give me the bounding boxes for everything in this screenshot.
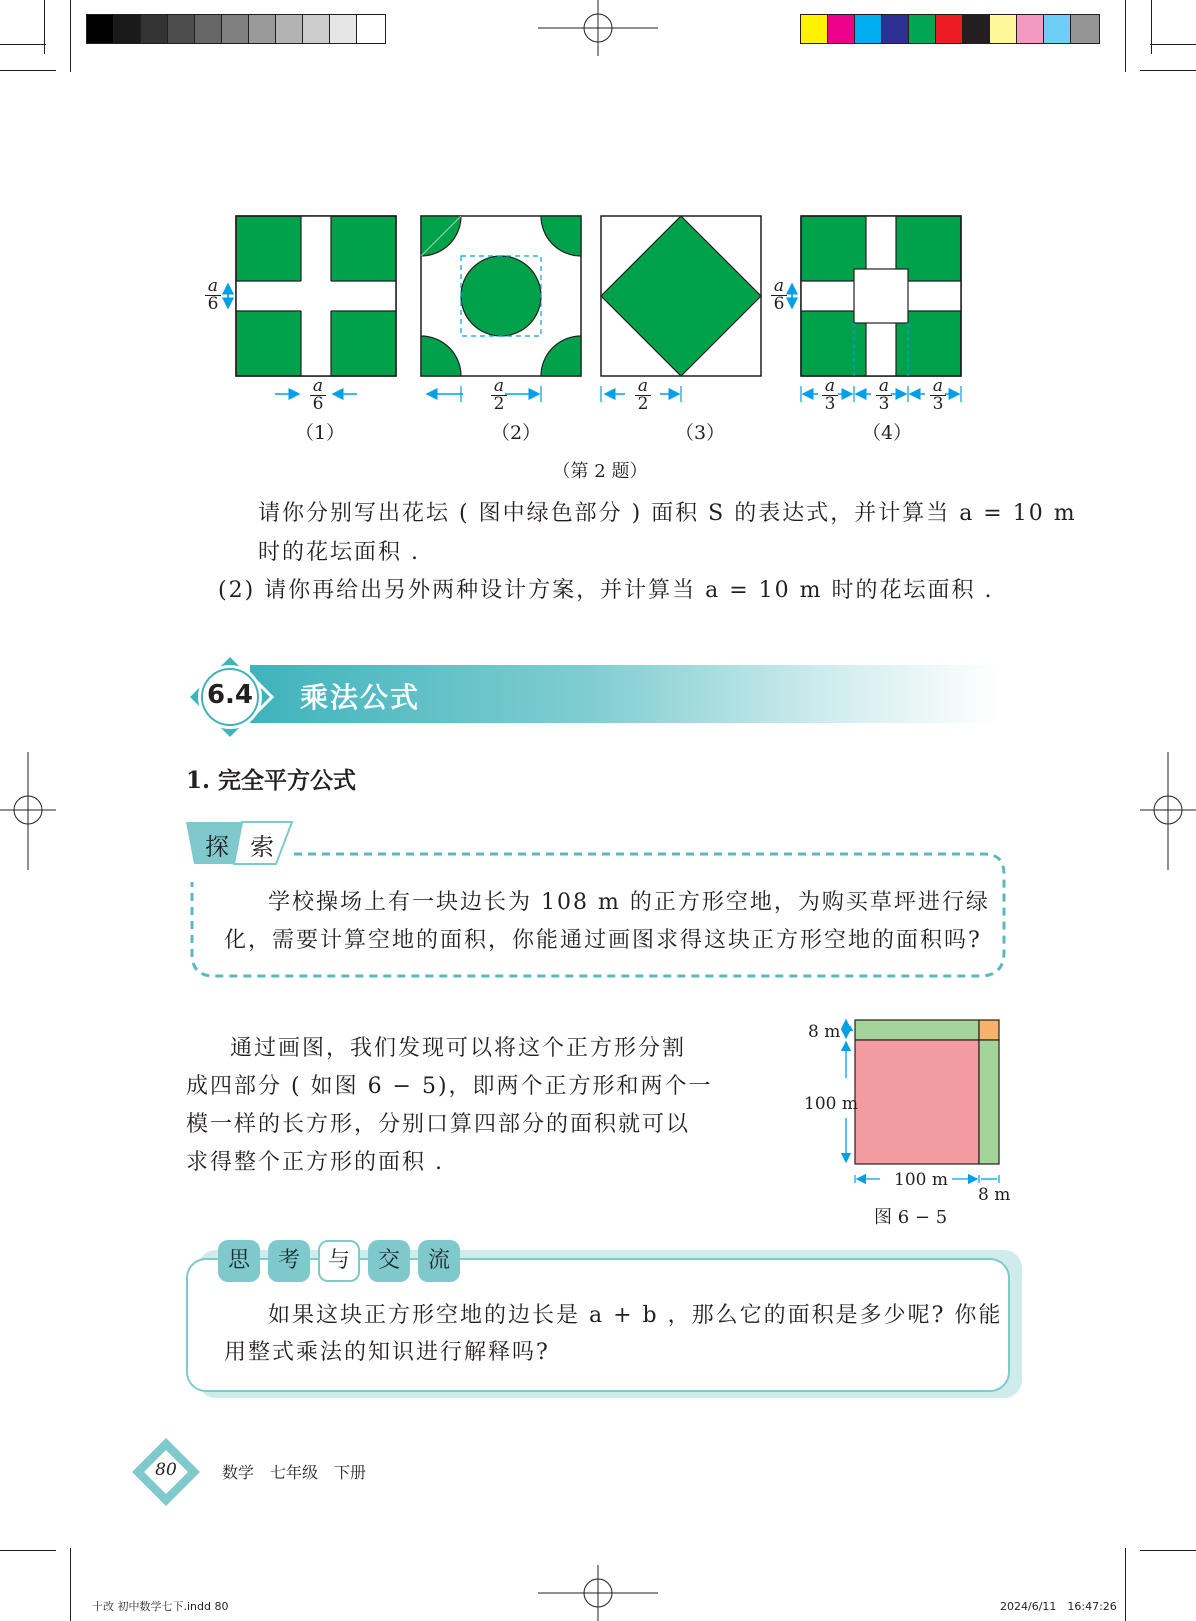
think-tab-1: 思 (218, 1240, 260, 1282)
figures-caption: （第 2 题） (552, 461, 648, 482)
figure-2-circles (421, 216, 581, 402)
gray-bar-swatch (140, 14, 170, 44)
print-file-name: 十改 初中数学七下.indd 80 (92, 1600, 229, 1613)
think-tab-5: 流 (418, 1240, 460, 1282)
cmyk-bar-swatch (962, 14, 992, 44)
cmyk-bar-swatch (1016, 14, 1046, 44)
explore-tab-label-1: 探 (205, 833, 229, 861)
denominator: 3 (876, 395, 892, 413)
think-line-1: 如果这块正方形空地的边长是 a + b ，那么它的面积是多少呢? 你能 (268, 1303, 1003, 1328)
fig65-caption: 图 6 − 5 (874, 1207, 948, 1228)
fig65-label-8m-top: 8 m (808, 1022, 841, 1042)
numerator: a (824, 376, 836, 396)
fig65-label-100m-side: 100 m (804, 1094, 858, 1114)
numerator: a (312, 376, 324, 396)
body-line-1: 通过画图，我们发现可以将这个正方形分割 (230, 1036, 687, 1061)
fraction-a-over-6-fig4-side (771, 278, 787, 313)
denominator: 6 (205, 295, 221, 313)
cmyk-bar-swatch (935, 14, 965, 44)
registration-mark-left (0, 752, 56, 870)
fraction-a-over-6-fig1-side (205, 278, 221, 313)
gray-bar-swatch (194, 14, 224, 44)
subsection-title: 1. 完全平方公式 (186, 767, 357, 794)
denominator: 6 (310, 395, 326, 413)
body-line-2: 成四部分 ( 如图 6 − 5)，即两个正方形和两个一 (186, 1074, 713, 1099)
gray-bar-swatch (329, 14, 359, 44)
numerator: a (207, 276, 219, 296)
body-line-3: 模一样的长方形，分别口算四部分的面积就可以 (186, 1112, 691, 1137)
section-title: 乘法公式 (300, 681, 421, 714)
gray-bar-swatch (356, 14, 386, 44)
explore-line-1: 学校操场上有一块边长为 108 m 的正方形空地，为购买草坪进行绿 (268, 890, 990, 915)
registration-mark-bottom (538, 1565, 658, 1621)
think-tab-4: 交 (368, 1240, 410, 1282)
problem-line-3: (2) 请你再给出另外两种设计方案，并计算当 a = 10 m 时的花坛面积 . (218, 578, 994, 603)
fraction-a-over-2-fig2 (491, 378, 507, 413)
fig65-label-100m-bottom: 100 m (894, 1170, 948, 1190)
problem-line-1: 请你分别写出花坛 ( 图中绿色部分 ) 面积 S 的表达式，并计算当 a = 10 m (258, 501, 1077, 526)
denominator: 2 (635, 395, 651, 413)
gray-bar-swatch (221, 14, 251, 44)
cmyk-bar-swatch (827, 14, 857, 44)
gray-bar-swatch (167, 14, 197, 44)
figure-1-cross (228, 216, 396, 394)
denominator: 3 (822, 395, 838, 413)
numerator: a (637, 376, 649, 396)
denominator: 3 (930, 395, 946, 413)
registration-mark-right (1140, 752, 1196, 870)
figure-3-diamond (601, 216, 761, 402)
body-line-4: 求得整个正方形的面积 . (186, 1150, 444, 1175)
gray-bar-swatch (302, 14, 332, 44)
gray-bar-swatch (248, 14, 278, 44)
gray-bar-swatch (86, 14, 116, 44)
fraction-a-over-6-fig1-bottom (310, 378, 326, 413)
fraction-a-over-3-fig4-3 (930, 378, 946, 413)
fraction-a-over-3-fig4-2 (876, 378, 892, 413)
figure-label-1: （1） (294, 422, 346, 444)
cmyk-bar-swatch (1043, 14, 1073, 44)
gray-bar-swatch (113, 14, 143, 44)
figure-label-4: （4） (861, 422, 913, 444)
page-number: 80 (155, 1460, 177, 1480)
numerator: a (493, 376, 505, 396)
figure-label-3: （3） (674, 422, 726, 444)
figure-4-cross-square (792, 216, 961, 402)
section-number: 6.4 (206, 680, 254, 710)
fraction-a-over-2-fig3 (635, 378, 651, 413)
numerator: a (932, 376, 944, 396)
figure-label-2: （2） (490, 422, 542, 444)
book-title: 数学 七年级 下册 (222, 1463, 367, 1482)
explore-line-2: 化，需要计算空地的面积，你能通过画图求得这块正方形空地的面积吗? (224, 928, 982, 953)
think-line-2: 用整式乘法的知识进行解释吗? (224, 1340, 550, 1365)
problem-line-2: 时的花坛面积 . (258, 540, 420, 565)
numerator: a (773, 276, 785, 296)
fig65-label-8m-bottom: 8 m (978, 1185, 1011, 1205)
cmyk-bar-swatch (1070, 14, 1100, 44)
registration-mark-top (538, 0, 658, 56)
print-timestamp: 2024/6/11 16:47:26 (1000, 1600, 1117, 1613)
think-tab-3: 与 (318, 1240, 360, 1282)
cmyk-bar-swatch (908, 14, 938, 44)
denominator: 2 (491, 395, 507, 413)
cmyk-bar-swatch (881, 14, 911, 44)
figure-6-5-side-dimension (838, 1018, 854, 1168)
cmyk-bar-swatch (854, 14, 884, 44)
numerator: a (878, 376, 890, 396)
explore-tab-label-2: 索 (250, 833, 274, 861)
think-tab-2: 考 (268, 1240, 310, 1282)
cmyk-bar-swatch (989, 14, 1019, 44)
cmyk-bar-swatch (800, 14, 830, 44)
gray-bar-swatch (275, 14, 305, 44)
fraction-a-over-3-fig4-1 (822, 378, 838, 413)
denominator: 6 (771, 295, 787, 313)
